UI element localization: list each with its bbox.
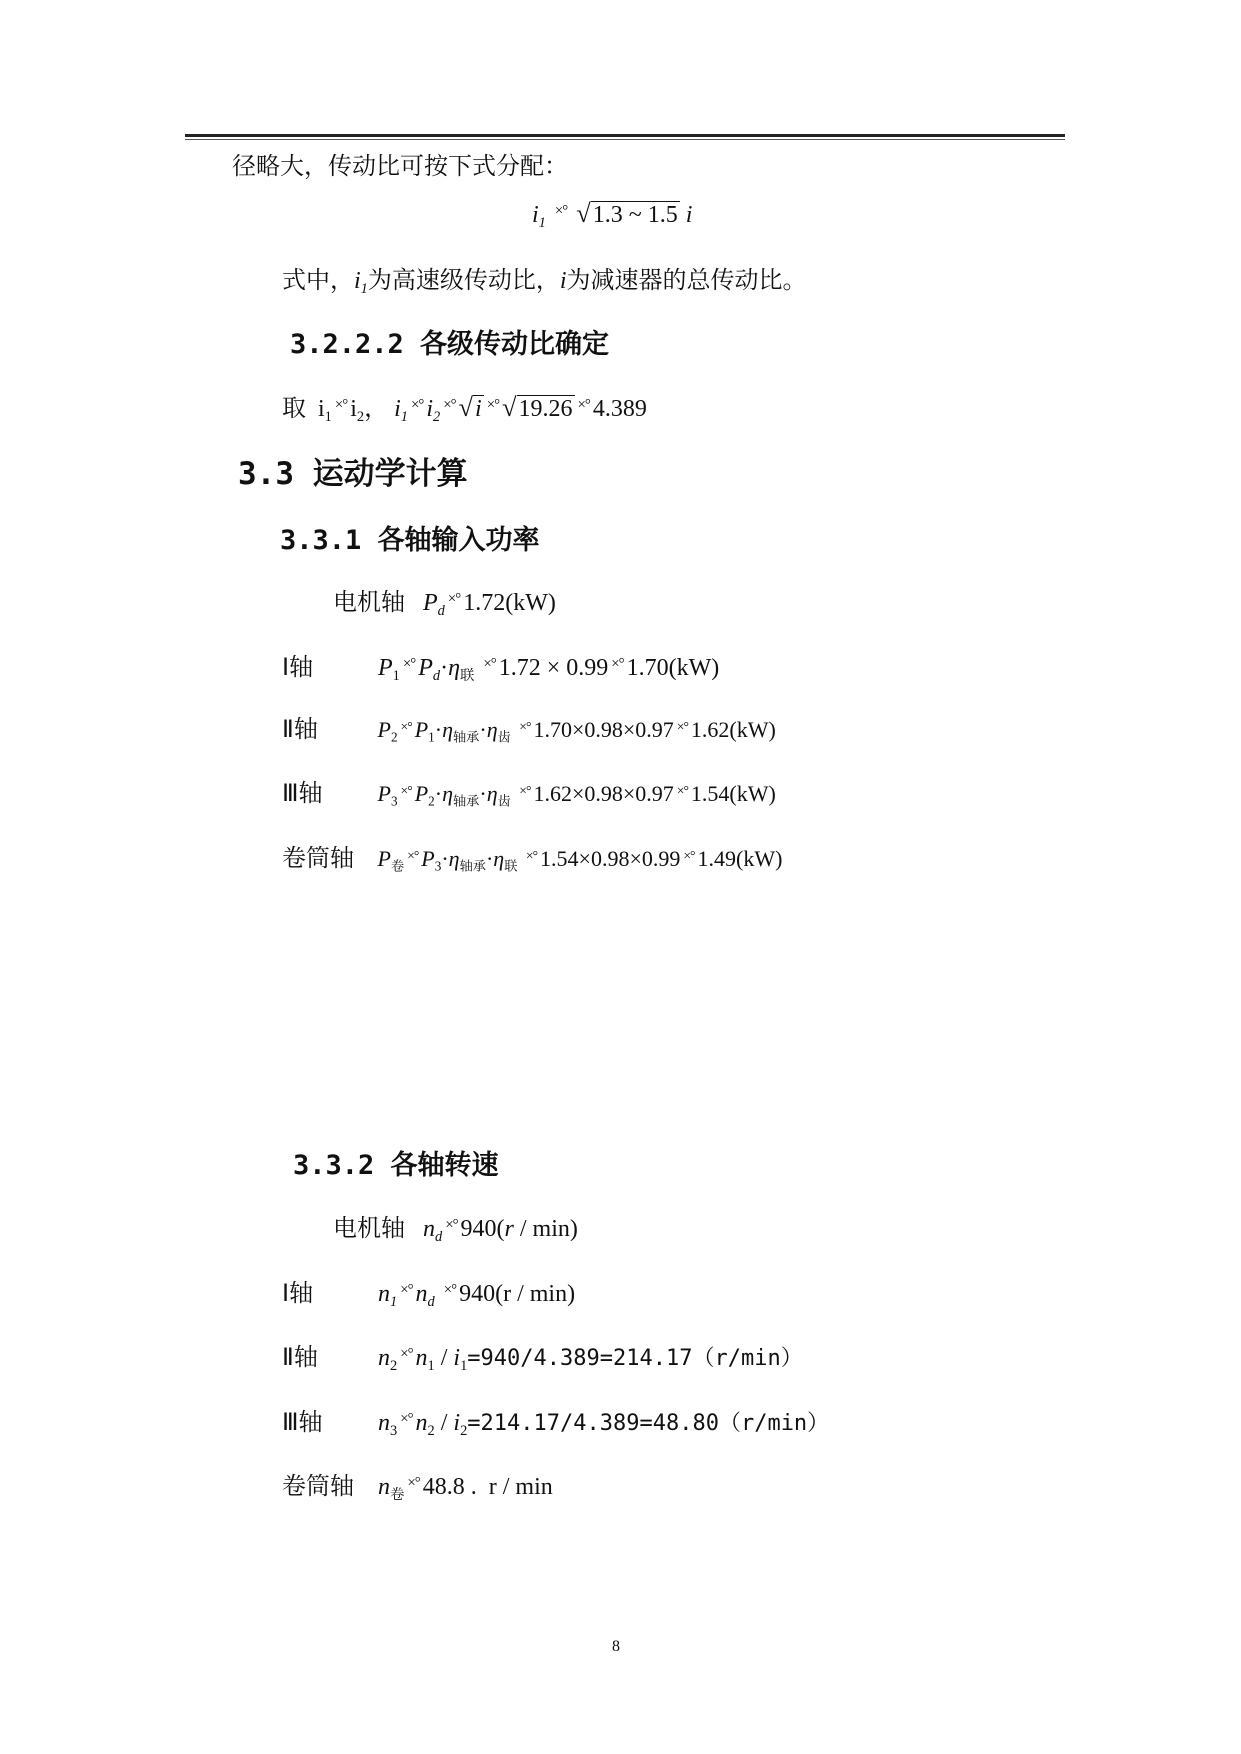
speed-shaft3-row: Ⅲ轴 $n_3^{\times^\circ}$ $n_2 / i_2=214.17/4.389=48.80(r/\min)$: [282, 1408, 830, 1440]
power-shaft1-row: Ⅰ轴 $P_1^{\times^\circ}$ $P_d\cdot\eta_联$ ×° 1.72 × 0.99 ×° 1.70(kW): [282, 653, 720, 685]
where-text: 式中，$i_1$为高速级传动比，i为减速器的总传动比。: [282, 266, 807, 298]
heading-3-3: 3.3 运动学计算: [238, 456, 468, 492]
power-motor-row: 电机轴 $P_d^{\times^\circ}$ 1.72(kW): [333, 588, 556, 620]
page-number: 8: [612, 1638, 620, 1655]
speed-drum-row: 卷筒轴 $n_卷^{\times^\circ}$ 48.8 . r / min: [282, 1472, 553, 1504]
speed-shaft1-row: Ⅰ轴 $n_1^{\times^\circ}$ $n_d$ ×° 940(r / min): [282, 1279, 576, 1311]
speed-shaft2-row: Ⅱ轴 $n_2^{\times^\circ}$ $n_1 / i_1=940/4.389=214.17(r/\min)$: [282, 1343, 803, 1375]
header-rule: [185, 134, 1065, 137]
ratio-determination-formula: 取 $i_1^{\times^\circ}$ $i_2$， $i_1^{\times^\circ}$ $i_2^{\times^\circ}$ √i ×° √19.26 ×° 4.389: [282, 392, 647, 426]
intro-text: 径略大，传动比可按下式分配：: [232, 152, 568, 180]
speed-motor-row: 电机轴 $n_d^{\times^\circ}$ 940(r / min): [333, 1214, 578, 1246]
heading-3-3-2: 3.3.2 各轴转速: [293, 1150, 499, 1181]
power-shaft2-row: Ⅱ轴 $P_2^{\times^\circ}$ $P_1\cdot\eta_{轴承}\cdot\eta_齿$ ×° 1.70×0.98×0.97 ×° 1.62(kW): [282, 715, 776, 745]
power-drum-row: 卷筒轴 $P_卷^{\times^\circ}$ $P_3\cdot\eta_{轴承}\cdot\eta_联$ ×° 1.54×0.98×0.99 ×° 1.49(kW): [282, 844, 783, 874]
header-rule-thin: [185, 139, 1065, 140]
heading-3-2-2-2: 3.2.2.2 各级传动比确定: [290, 329, 610, 360]
heading-3-3-1: 3.3.1 各轴输入功率: [280, 525, 540, 556]
sqrt-symbol: √1.3 ~ 1.5: [576, 198, 678, 228]
power-shaft3-row: Ⅲ轴 $P_3^{\times^\circ}$ $P_2\cdot\eta_{轴承}\cdot\eta_齿$ ×° 1.62×0.98×0.97 ×° 1.54(kW): [282, 779, 776, 809]
formula-ratio-allocation: $i_1$ ×° √1.3 ~ 1.5 i: [532, 198, 693, 232]
